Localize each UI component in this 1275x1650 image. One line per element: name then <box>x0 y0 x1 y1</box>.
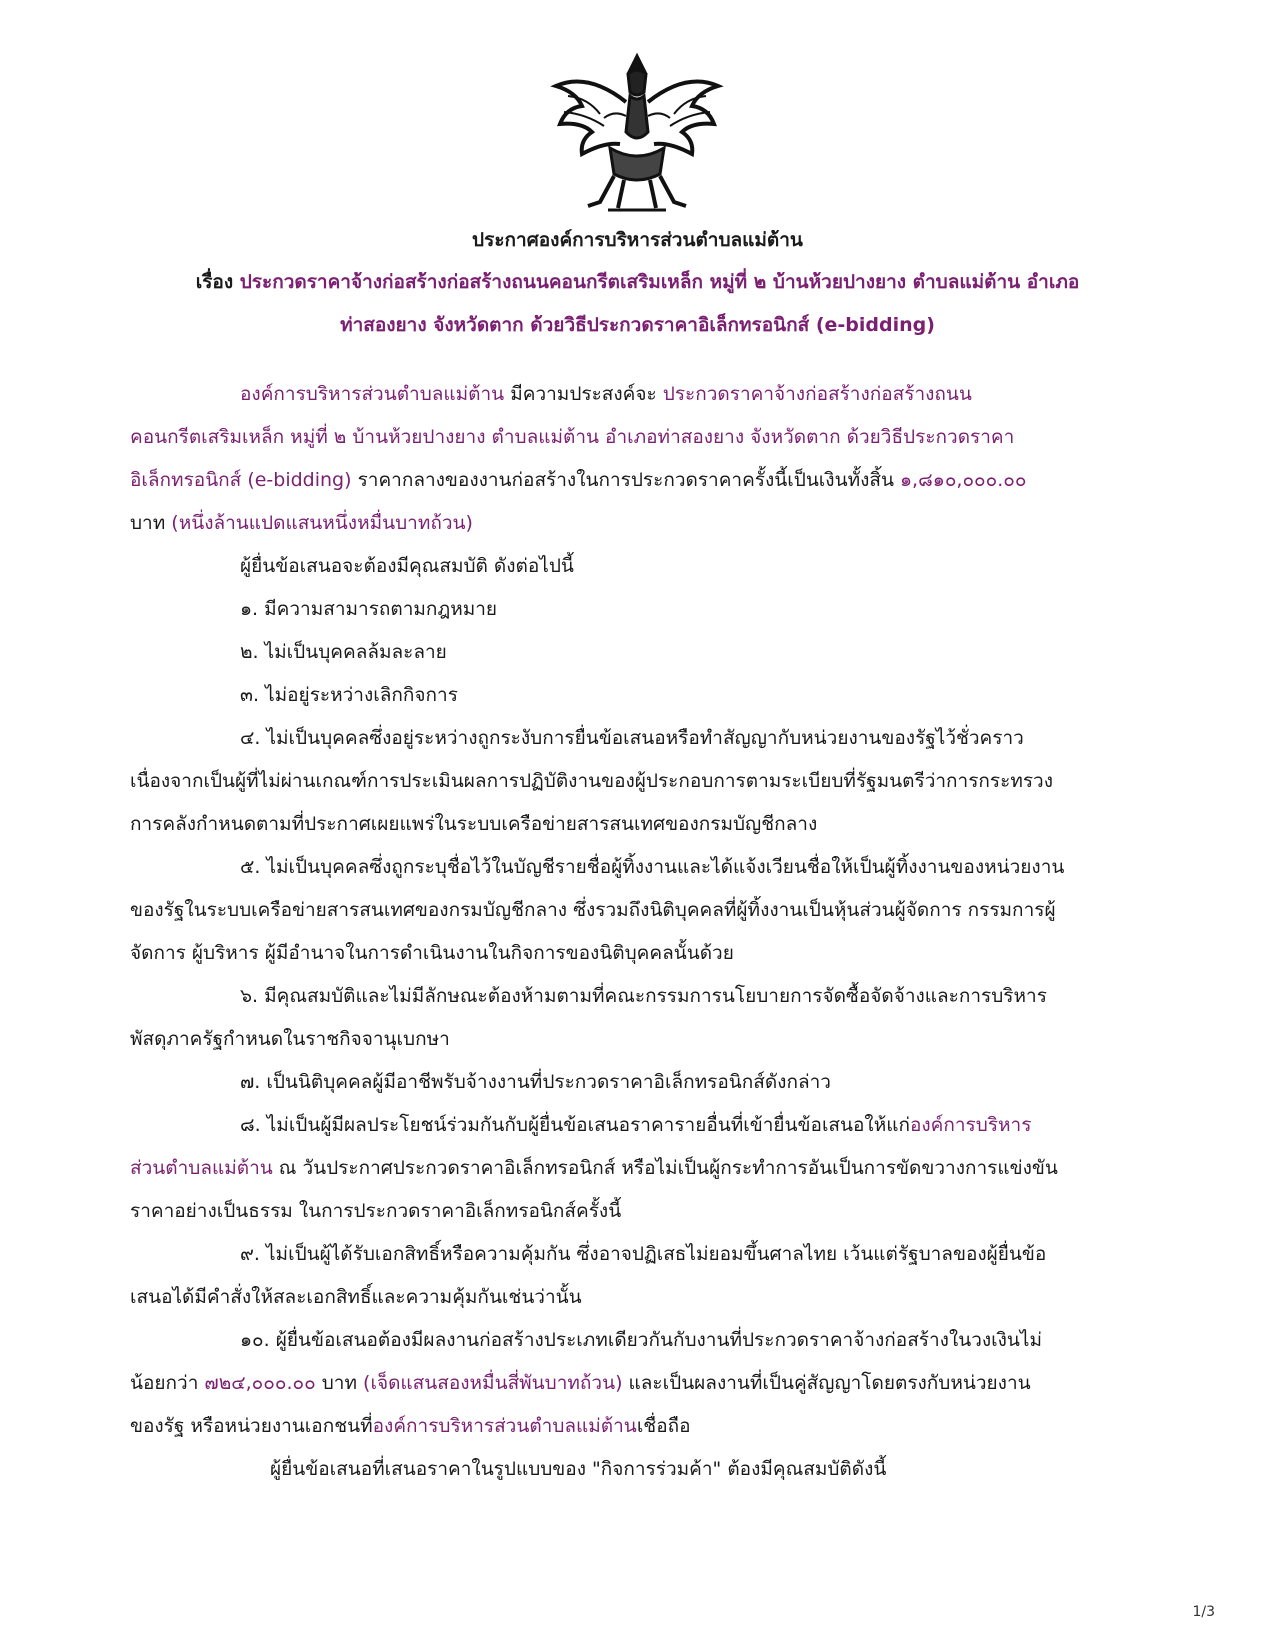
qualification-item-5-line-3: จัดการ ผู้บริหาร ผู้มีอำนาจในการดำเนินงานในกิจการของนิติบุคคลนั้นด้วย <box>130 942 734 964</box>
announcement-title: ประกาศองค์การบริหารส่วนตำบลแม่ต้าน <box>472 229 803 251</box>
item-10-text-d: เชื่อถือ <box>636 1415 691 1437</box>
amount-in-words: (หนึ่งล้านแปดแสนหนึ่งหมื่นบาทถ้วน) <box>171 512 473 534</box>
subject-line-1 <box>0 270 1275 294</box>
qualification-item-7: ๗. เป็นนิติบุคคลผู้มีอาชีพรับจ้างงานที่ประกวดราคาอิเล็กทรอนิกส์ดังกล่าว <box>240 1071 831 1093</box>
item-8-org-b: ส่วนตำบลแม่ต้าน <box>130 1157 273 1179</box>
page-number: 1/3 <box>1192 1604 1215 1620</box>
qualification-item-8-line-3: ราคาอย่างเป็นธรรม ในการประกวดราคาอิเล็กทรอนิกส์ครั้งนี้ <box>130 1200 622 1222</box>
item-8-org-a: องค์การบริหาร <box>909 1114 1032 1136</box>
qualification-item-10-line-1: ๑๐. ผู้ยื่นข้อเสนอต้องมีผลงานก่อสร้างประเภทเดียวกันกับงานที่ประกวดราคาจ้างก่อสร้างในวงเงินไม่ <box>240 1329 1042 1351</box>
qualification-item-10-line-3 <box>130 1414 691 1438</box>
baht-label: บาท <box>130 512 172 534</box>
item-10-text-c: ของรัฐ หรือหน่วยงานเอกชนที่ <box>130 1415 373 1437</box>
item-8-text-a: ๘. ไม่เป็นผู้มีผลประโยชน์ร่วมกันกับผู้ยื่นข้อเสนอราคารายอื่นที่เข้ายื่นข้อเสนอให้แก่ <box>240 1114 910 1136</box>
garuda-emblem <box>548 52 726 220</box>
qualification-item-1: ๑. มีความสามารถตามกฎหมาย <box>240 598 498 620</box>
item-10-text-b: และเป็นผลงานที่เป็นคู่สัญญาโดยตรงกับหน่วยงาน <box>622 1372 1031 1394</box>
joint-venture-heading: ผู้ยื่นข้อเสนอที่เสนอราคาในรูปแบบของ "กิจการร่วมค้า" ต้องมีคุณสมบัติดังนี้ <box>270 1458 887 1480</box>
intro-line-4 <box>130 511 473 535</box>
qualification-item-10-line-2 <box>130 1371 1031 1395</box>
project-name-3: อิเล็กทรอนิกส์ (e-bidding) <box>130 469 352 491</box>
qualifications-heading: ผู้ยื่นข้อเสนอจะต้องมีคุณสมบัติ ดังต่อไปนี้ <box>240 555 574 577</box>
item-10-org: องค์การบริหารส่วนตำบลแม่ต้าน <box>372 1415 637 1437</box>
intro-text-2: ราคากลางของงานก่อสร้างในการประกวดราคาครั้งนี้เป็นเงินทั้งสิ้น <box>351 469 900 491</box>
project-name-1: ประกวดราคาจ้างก่อสร้างก่อสร้างถนน <box>662 383 972 405</box>
qualification-item-4-line-2: เนื่องจากเป็นผู้ที่ไม่ผ่านเกณฑ์การประเมินผลการปฏิบัติงานของผู้ประกอบการตามระเบียบที่รัฐมนตรีว่าการกระทรวง <box>130 770 1054 792</box>
minimum-work-value: ๗๒๔,๐๐๐.๐๐ <box>204 1372 316 1394</box>
qualification-item-8-line-1 <box>240 1113 1031 1137</box>
qualification-item-6-line-1: ๖. มีคุณสมบัติและไม่มีลักษณะต้องห้ามตามที่คณะกรรมการนโยบายการจัดซื้อจัดจ้างและการบริหาร <box>240 985 1047 1007</box>
qualification-item-4-line-3: การคลังกำหนดตามที่ประกาศเผยแพร่ในระบบเครือข่ายสารสนเทศของกรมบัญชีกลาง <box>130 813 818 835</box>
qualification-item-4-line-1: ๔. ไม่เป็นบุคคลซึ่งอยู่ระหว่างถูกระงับการยื่นข้อเสนอหรือทำสัญญากับหน่วยงานของรัฐไว้ชั่วคราว <box>240 727 1024 749</box>
qualification-item-3: ๓. ไม่อยู่ระหว่างเลิกกิจการ <box>240 684 458 706</box>
intro-text-1: มีความประสงค์จะ <box>504 383 663 405</box>
org-name: องค์การบริหารส่วนตำบลแม่ต้าน <box>240 383 505 405</box>
minimum-work-value-words: (เจ็ดแสนสองหมื่นสี่พันบาทถ้วน) <box>363 1372 623 1394</box>
reference-price: ๑,๘๑๐,๐๐๐.๐๐ <box>900 469 1027 491</box>
item-10-text-a: น้อยกว่า <box>130 1372 205 1394</box>
qualification-item-5-line-1: ๕. ไม่เป็นบุคคลซึ่งถูกระบุชื่อไว้ในบัญชีรายชื่อผู้ทิ้งงานและได้แจ้งเวียนชื่อให้เป็นผู้ทิ้งงานของหน่วยงาน <box>240 856 1065 878</box>
subject-line-2: ท่าสองยาง จังหวัดตาก ด้วยวิธีประกวดราคาอิเล็กทรอนิกส์ (e-bidding) <box>340 314 935 336</box>
item-10-baht: บาท <box>315 1372 364 1394</box>
subject-prefix: เรื่อง <box>195 271 240 293</box>
intro-line-1 <box>240 382 972 406</box>
intro-line-2: คอนกรีตเสริมเหล็ก หมู่ที่ ๒ บ้านห้วยปางยาง ตำบลแม่ต้าน อำเภอท่าสองยาง จังหวัดตาก ด้วยวิธีประกวดราคา <box>130 426 1015 448</box>
qualification-item-5-line-2: ของรัฐในระบบเครือข่ายสารสนเทศของกรมบัญชีกลาง ซึ่งรวมถึงนิติบุคคลที่ผู้ทิ้งงานเป็นหุ้นส่วนผู้จัดการ กรรมการผู้ <box>130 899 1056 921</box>
item-8-text-b: ณ วันประกาศประกวดราคาอิเล็กทรอนิกส์ หรือไม่เป็นผู้กระทำการอันเป็นการขัดขวางการแข่งขัน <box>272 1157 1058 1179</box>
qualification-item-6-line-2: พัสดุภาครัฐกำหนดในราชกิจจานุเบกษา <box>130 1028 450 1050</box>
qualification-item-8-line-2 <box>130 1156 1058 1180</box>
qualification-item-9-line-1: ๙. ไม่เป็นผู้ได้รับเอกสิทธิ์หรือความคุ้มกัน ซึ่งอาจปฏิเสธไม่ยอมขึ้นศาลไทย เว้นแต่รัฐบาลของผู้ยื่นข้อ <box>240 1243 1047 1265</box>
subject-text-1: ประกวดราคาจ้างก่อสร้างก่อสร้างถนนคอนกรีตเสริมเหล็ก หมู่ที่ ๒ บ้านห้วยปางยาง ตำบลแม่ต้าน อำเภอ <box>239 271 1080 293</box>
intro-line-3 <box>130 468 1026 492</box>
qualification-item-9-line-2: เสนอได้มีคำสั่งให้สละเอกสิทธิ์และความคุ้มกันเช่นว่านั้น <box>130 1286 582 1308</box>
qualification-item-2: ๒. ไม่เป็นบุคคลล้มละลาย <box>240 641 447 663</box>
